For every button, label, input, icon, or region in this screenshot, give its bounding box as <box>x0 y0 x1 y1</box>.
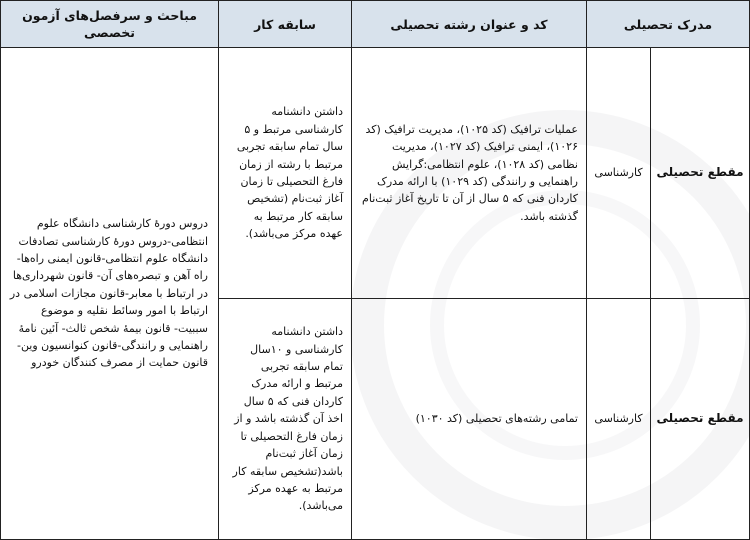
header-experience <box>218 0 352 48</box>
row2-section <box>650 298 750 540</box>
row2-section-text: مقطع تحصیلی <box>656 411 744 426</box>
row1-degree <box>586 47 651 299</box>
row2-field-code <box>351 298 587 540</box>
header-field-code <box>351 0 587 48</box>
row1-experience-text: داشتن دانشنامه کارشناسی مرتبط و ۵ سال تمام سابقه تجربی مرتبط با رشته از زمان فارغ التحصیلی تا زمان آغاز ثبت‌نام (تشخیص سابقه کار مرتبط به عهده مرکز می‌باشد). <box>236 105 343 241</box>
row2-field-code-text: تمامی رشته‌های تحصیلی (کد ۱۰۳۰) <box>415 412 578 426</box>
topics-text: دروس دورهٔ کارشناسی دانشگاه علوم انتظامی-دروس دورهٔ کارشناسی تصادفات دانشگاه علوم انتظامی-قانون ایمنی راه‌ها-راه آهن و تبصره‌های آن- قانون شهرداری‌ها در ارتباط با معابر-قانون مجازات اسلامی در ارتباط با امور وسائط نقلیه و موضوع سببیت- قانون بیمهٔ شخص ثالث- آئین نامهٔ راهنمایی و رانندگی-قانون کنوانسیون وین- قانون حمایت از مصرف کنندگان خودرو <box>9 217 208 370</box>
header-topics-label: مباحث و سرفصل‌های آزمون تخصصی <box>22 8 197 40</box>
row1-field-code-text: عملیات ترافیک (کد ۱۰۲۵)، مدیریت ترافیک (کد ۱۰۲۶)، ایمنی ترافیک (کد ۱۰۲۷)، مدیریت نظامی (کد ۱۰۲۸)، علوم انتظامی:گرایش راهنمایی و رانندگی (کد ۱۰۲۹) با ارائه مدرک کاردان فنی که ۵ سال از آن تا تاریخ آغاز ثبت‌نام گذشته باشد. <box>362 122 578 223</box>
row1-field-code <box>351 47 587 299</box>
row1-section <box>650 47 750 299</box>
header-degree-label: مدرک تحصیلی <box>623 16 713 32</box>
row1-experience <box>218 47 352 299</box>
topics-cell <box>0 47 219 540</box>
header-field-code-label: کد و عنوان رشته تحصیلی <box>390 16 548 32</box>
header-degree <box>586 0 750 48</box>
header-experience-label: سابقه کار <box>254 16 316 32</box>
row1-section-text: مقطع تحصیلی <box>656 165 744 180</box>
header-topics <box>0 0 219 48</box>
row1-degree-text: کارشناسی <box>594 166 643 180</box>
row2-experience-text: داشتن دانشنامه کارشناسی و ۱۰سال تمام سابقه تجربی مرتبط و ارائه مدرک کاردان فنی که ۵ سال اخذ آن گذشته باشد و از زمان فارغ التحصیلی تا زمان آغاز ثبت‌نام باشد(تشخیص سابقه کار مرتبط به عهده مرکز می‌باشد). <box>232 325 343 513</box>
row2-degree <box>586 298 651 540</box>
row2-experience <box>218 298 352 540</box>
row2-degree-text: کارشناسی <box>594 412 643 426</box>
